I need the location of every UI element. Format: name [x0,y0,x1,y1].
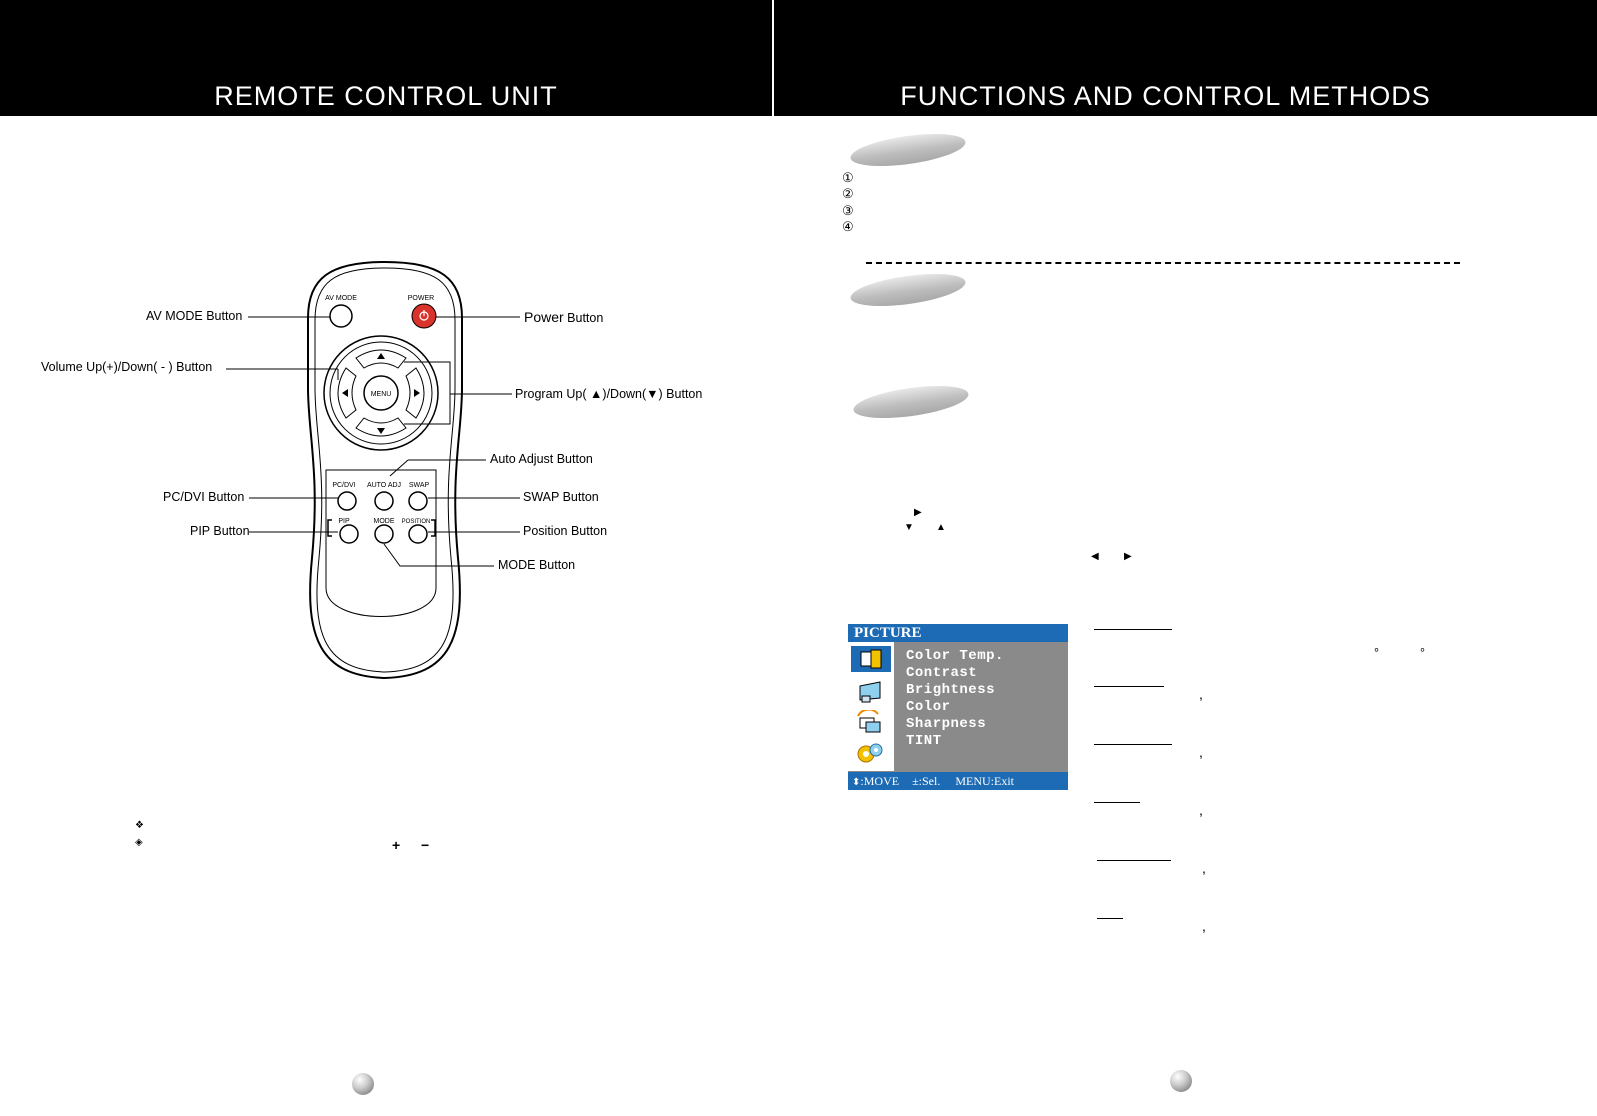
note-bullet-1: ❖ [135,820,144,831]
comma-1: , [1199,686,1203,702]
underline-5 [1097,860,1171,861]
right-arrow-icon-2: ▶ [1124,551,1132,562]
left-arrow-icon: ◀ [1091,551,1099,562]
step-number-3: ③ [842,203,854,218]
pip-windows-icon [854,710,884,736]
left-page-marker [352,1073,374,1095]
position-callout: Position Button [523,524,608,538]
screen-icon [854,678,884,704]
program-callout [515,387,702,401]
osd-footer-move: MOVE [863,774,900,788]
underline-3 [1094,744,1172,745]
volume-callout: Volume Up(+)/Down( - ) Button [41,360,213,374]
note-bullet-2: ◈ [135,837,143,848]
program-callout-suffix: ) Button [658,387,703,401]
underline-1 [1094,629,1172,630]
osd-item-color-temp[interactable]: Color Temp. [906,648,1004,664]
comma-3: , [1199,802,1203,818]
osd-footer: ⬍:MOVE ±:Sel. MENU:Exit [848,772,1068,790]
dashed-divider [866,262,1460,264]
power-callout-main: Power [524,309,564,325]
section-pill-1 [849,128,968,172]
osd-item-sharpness[interactable]: Sharpness [906,716,987,732]
program-callout-prefix: Program Up( [515,387,587,401]
osd-footer-exit: MENU:Exit [955,774,1015,788]
auto-adj-key-label: AUTO ADJ [366,482,402,489]
right-arrow-icon: ▶ [914,507,922,518]
underline-4 [1094,802,1140,803]
step-number-1: ① [842,170,854,185]
minus-symbol: − [421,837,430,853]
osd-item-list [906,648,1004,750]
picture-osd-menu [848,624,1068,790]
updown-icon: ⬍ [852,777,861,788]
right-page-title: FUNCTIONS AND CONTROL METHODS [900,81,1431,111]
mode-callout: MODE Button [498,558,576,572]
picture-icon [851,646,891,672]
osd-item-tint[interactable]: TINT [906,733,942,749]
program-callout-mid: )/Down( [602,387,647,401]
right-page-marker [1170,1070,1192,1092]
osd-item-brightness[interactable]: Brightness [906,682,996,698]
step-number-2: ② [842,186,854,201]
swap-key-label: SWAP [408,482,430,489]
power-key-label: POWER [407,295,435,302]
section-pill-3 [852,380,971,424]
section-pill-2 [849,268,968,312]
comma-4: , [1202,860,1206,876]
menu-key-label: MENU [370,391,392,398]
plus-symbol: + [392,837,401,853]
osd-item-contrast[interactable]: Contrast [906,665,978,681]
left-page-title: REMOTE CONTROL UNIT [214,81,558,111]
av-mode-key-label: AV MODE [325,295,357,302]
program-up-icon: ▲ [590,387,603,401]
comma-2: , [1199,744,1203,760]
osd-footer-sel: ±:Sel. [912,774,941,788]
osd-icon-column [848,642,894,771]
right-page-header [774,0,1597,116]
pc-dvi-callout: PC/DVI Button [163,490,245,504]
pip-callout: PIP Button [190,524,250,538]
auto-adjust-callout: Auto Adjust Button [490,452,593,466]
gear-icon [854,740,884,766]
step-number-4: ④ [842,219,854,234]
up-arrow-icon: ▲ [936,522,946,533]
down-arrow-icon: ▼ [904,522,914,533]
pc-dvi-key-label: PC/DVI [332,482,356,489]
pip-key-label: PIP [338,518,350,525]
osd-title: PICTURE [848,624,1068,642]
mode-key-label: MODE [373,518,395,525]
program-down-icon: ▼ [646,387,659,401]
underline-2 [1094,686,1164,687]
av-mode-callout: AV MODE Button [146,309,243,323]
position-key-label: POSITION [401,519,431,525]
degree-mark-1: ° [1374,646,1379,660]
osd-item-color[interactable]: Color [906,699,951,715]
swap-callout: SWAP Button [523,490,599,504]
underline-6 [1097,918,1123,919]
power-callout-suffix: Button [563,311,604,325]
degree-mark-2: ° [1420,646,1425,660]
power-callout [524,309,603,325]
comma-5: , [1202,918,1206,934]
leader-lines [0,0,772,700]
